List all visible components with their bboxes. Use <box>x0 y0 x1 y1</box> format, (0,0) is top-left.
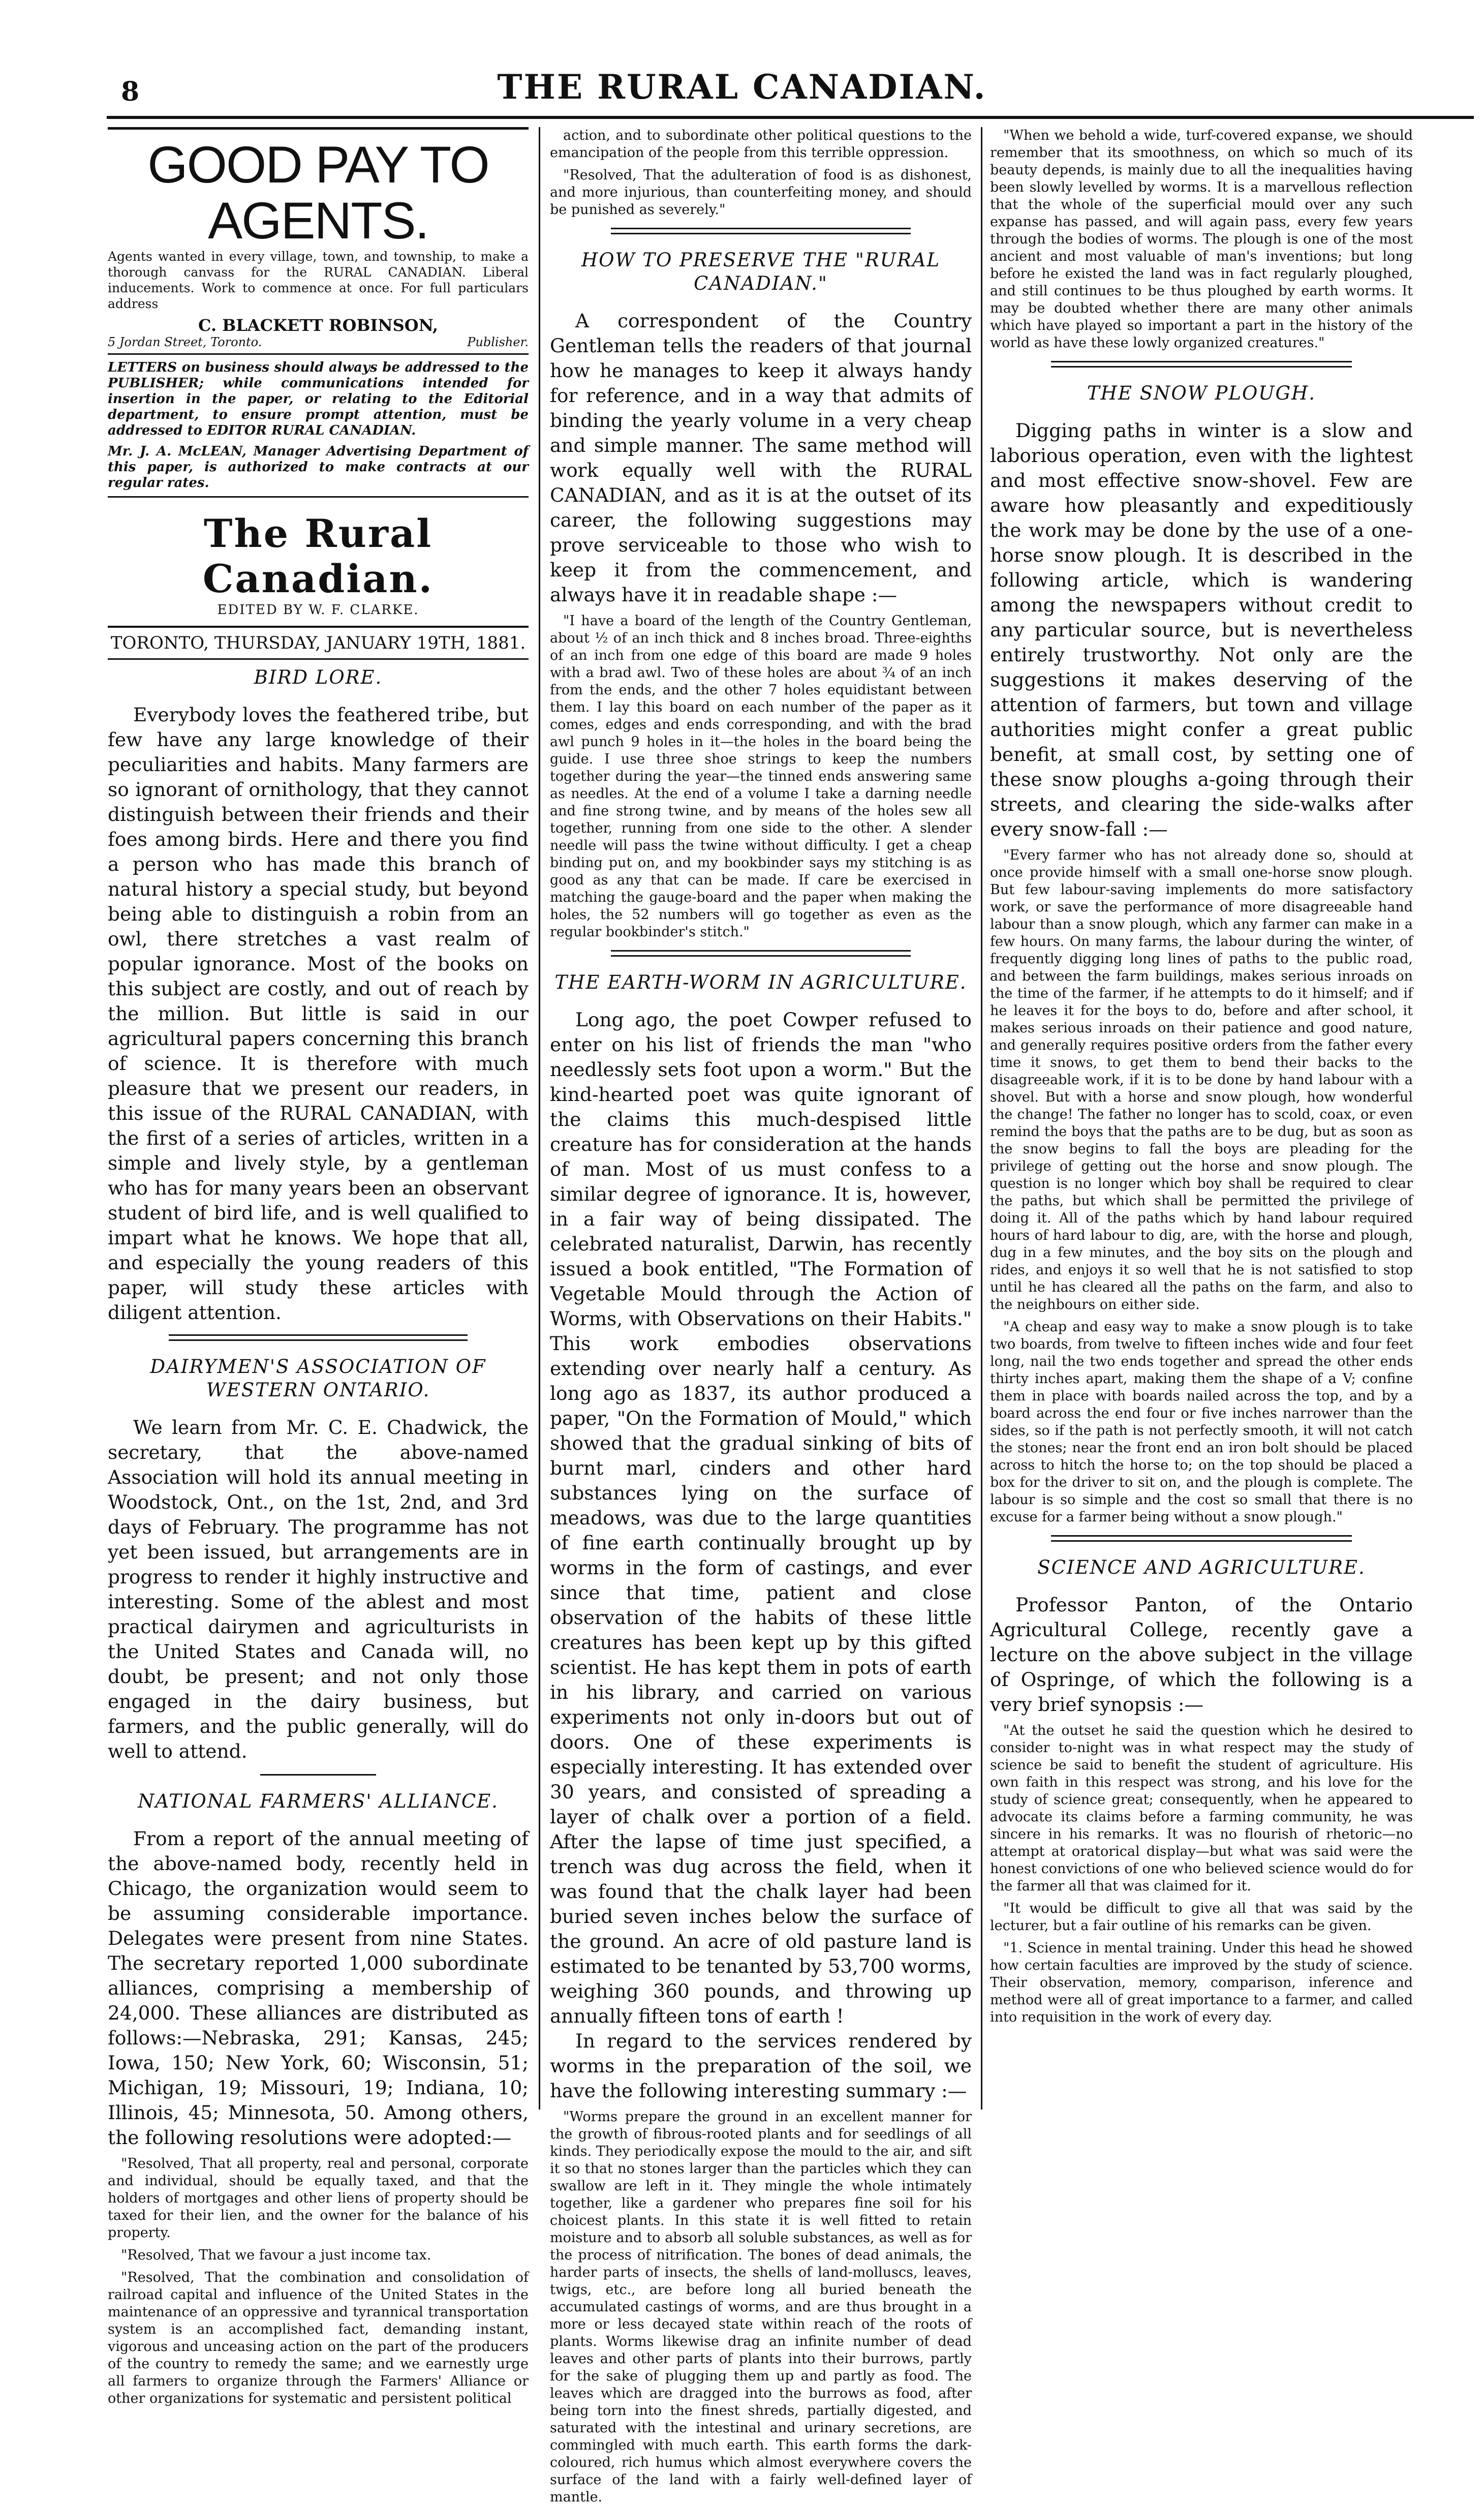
ad-body: Agents wanted in every village, town, and township, to make a thorough canvass for the RURAL CANADIAN. Liberal inducements. Work to commence at once. For full particulars address <box>108 249 529 311</box>
paper-title: The Rural Canadian. <box>202 511 434 601</box>
science-quote-3: "1. Science in mental training. Under this head he showed how certain faculties are improved by the study of science. Their observation, memory, comparison, inference and method were all of great importance to a farmer, and called into requisition in the work of every day. <box>990 1940 1413 2025</box>
top-rule <box>107 116 1474 119</box>
earthworm-heading: THE EARTH-WORM IN AGRICULTURE. <box>554 971 967 993</box>
preserve-heading: HOW TO PRESERVE THE "RURAL CANADIAN." <box>581 249 941 294</box>
earthworm-text: Long ago, the poet Cowper refused to enter on his list of friends the man "who needlessly sets foot upon a worm." But the kind-hearted poet was quite ignorant of the claims this much-despised little creature has for consideration at the hands of man. Most of us must confess to a similar degree of ignorance. It is, however, in a fair way of being dissipated. The celebrated naturalist, Darwin, has recently issued a book entitled, "The Formation of Vegetable Mould through the Action of Worms, with Observations on their Habits." This work embodies observations extending over nearly half a century. As long ago as 1837, its author produced a paper, "On the Formation of Mould," which showed that the gradual sinking of bits of burnt marl, cinders and other hard substances lying on the surface of meadows, was due to the large quantities of fine earth continually brought up by worms in the form of castings, and ever since that time, patient and close observation of the habits of these little creatures has been kept up by this gifted scientist. He has kept them in pots of earth in his library, and carried on various experiments not only in-doors but out of doors. One of these experiments is especially interesting. It has extended over 30 years, and consisted of spreading a layer of chalk over a portion of a field. After the lapse of time just specified, a trench was dug across the field, when it was found that the chalk layer had been buried seven inches below the surface of the ground. An acre of old pasture land is estimated to be tenanted by 53,700 worms, weighing 360 pounds, and throwing up annually fifteen tons of earth ! <box>550 1008 972 2027</box>
ad-headline: GOOD PAY TO AGENTS. <box>147 136 489 250</box>
section-divider <box>611 228 911 234</box>
page-number: 8 <box>121 76 140 107</box>
masthead: THE RURAL CANADIAN. <box>497 67 987 107</box>
dairymen-heading: DAIRYMEN'S ASSOCIATION OF WESTERN ONTARIO. <box>150 1356 486 1401</box>
snow-plough-quote-2: "A cheap and easy way to make a snow plough is to take two boards, from twelve to fifteen inches wide and four feet long, nail the two ends together and spread the other ends thirty inches apart, making them the shape of a V; confine them in place with boards nailed across the top, and by a board across the end four or five inches narrower than the sides, so if the path is not perfectly smooth, it will not catch the stones; near the front end an iron bolt should be placed across to hitch the horse to; on the top should be placed a box for the driver to sit on, and the plough is complete. The labour is so simple and the cost so small that there is no excuse for a farmer being without a snow plough." <box>990 1319 1413 1525</box>
alliance-resolution-4: "Resolved, That the adulteration of food is as dishonest, and more injurious, than counterfeiting money, and should be punished as severely." <box>550 167 972 218</box>
column-2 <box>550 127 972 2505</box>
alliance-resolution-3-cont: action, and to subordinate other political questions to the emancipation of the people from this terrible oppression. <box>550 128 972 161</box>
snow-plough-heading: THE SNOW PLOUGH. <box>1087 382 1316 404</box>
science-text: Professor Panton, of the Ontario Agricultural College, recently gave a lecture on the above subject in the village of Ospringe, of which the following is a very brief synopsis :— <box>990 1594 1413 1716</box>
snow-plough-quote: "Every farmer who has not already done so, should at once provide himself with a small one-horse snow plough. But few labour-saving implements do more satisfactory work, or save the performance of more disagreeable hand labour than a snow plough, which any farmer can make in a few hours. On many farms, the labour during the winter, of frequently digging long lines of paths to the public road, and between the farm buildings, makes serious inroads on the time of the farmer, if he attempts to do it himself; and if he leaves it for the boys to do, before and after school, it makes serious inroads on their patience and good nature, and generally requires positive orders from the father every time it snows, to get them to bend their backs to the disagreeable work, if it is to be done by hand labour with a shovel. But with a horse and snow plough, how wonderful the change! The father no longer has to scold, coax, or even remind the boys that the paths are to be dug, but as soon as the snow begins to fall the boys are pleading for the privilege of getting out the horse and snow plough. The question is no longer which boy shall be required to clear the paths, but which shall be permitted the privilege of doing it. All of the paths which by hand labour required hours of hard labour to dig, are, with the horse and plough, dug in a few minutes, and the boy sits on the plough and rides, and enjoys it so well that he is not satisfied to stop until he has cleared all the paths on the farm, and also to the neighbours on either side. <box>990 847 1413 1312</box>
column-rule <box>981 127 982 2110</box>
publisher-address: 5 Jordan Street, Toronto. <box>108 335 262 349</box>
advertising-notice: Mr. J. A. McLEAN, Manager Advertising Department of this paper, is authorized to make contracts at our regular rates. <box>108 444 529 491</box>
section-divider <box>1051 361 1352 368</box>
bird-lore-text: Everybody loves the feathered tribe, but few have any large knowledge of their peculiarities and habits. Many farmers are so ignorant of ornithology, that they cannot distinguish between their friends and their foes among birds. Here and there you find a person who has made this branch of natural history a special study, but beyond being able to distinguish a robin from an owl, there stretches a vast realm of popular ignorance. Most of the books on this subject are costly, and out of reach by the million. But little is said in our agricultural papers concerning this branch of science. It is therefore with much pleasure that we present our readers, in this issue of the RURAL CANADIAN, with the first of a series of articles, written in a simple and lively style, by a gentleman who has for many years been an observant student of bird life, and is well qualified to impart what he knows. We hope that all, and especially the young readers of this paper, will study these articles with diligent attention. <box>108 704 529 1324</box>
alliance-resolution-3: "Resolved, That the combination and consolidation of railroad capital and influence of the United States in the maintenance of an oppressive and tyrannical transportation system is an accomplished fact, demanding instant, vigorous and unceasing action on the part of the producers of the country to remedy the same; and we earnestly urge all farmers to organize through the Farmers' Alliance or other organizations for systematic and persistent political <box>108 2270 529 2406</box>
section-divider <box>1051 1535 1352 1542</box>
snow-plough-text: Digging paths in winter is a slow and laborious operation, even with the lightest and most effective snow-shovel. Few are aware how pleasantly and expeditiously the work may be done by the use of a one-horse snow plough. It is described in the following article, which is wandering among the newspapers without credit to any particular source, but is nevertheless entirely trustworthy. Not only are the suggestions it makes deserving of the attention of farmers, but town and village authorities might confer a great public benefit, at small cost, by setting one of these snow ploughs a-going through their streets, and clearing the side-walks after every snow-fall :— <box>990 419 1413 840</box>
science-quote-2: "It would be difficult to give all that was said by the lecturer, but a fair outline of his remarks can be given. <box>990 1901 1413 1934</box>
publisher-label: Publisher. <box>467 335 529 349</box>
publisher-name: C. BLACKETT ROBINSON, <box>198 316 438 335</box>
editor-line: EDITED BY W. F. CLARKE. <box>217 602 419 618</box>
earthworm-quote: "Worms prepare the ground in an excellent manner for the growth of fibrous-rooted plants and for seedlings of all kinds. They periodically expose the mould to the air, and sift it so that no stones larger than the particles which they can swallow are left in it. They mingle the whole intimately together, like a gardener who prepares fine soil for his choicest plants. In this state it is well fitted to retain moisture and to absorb all soluble substances, as well as for the process of nitrification. The bones of dead animals, the harder parts of insects, the shells of land-molluscs, leaves, twigs, etc., are before long all buried beneath the accumulated castings of worms, and are thus brought in a more or less decayed state within reach of the roots of plants. Worms likewise drag an infinite number of dead leaves and other parts of plants into their burrows, partly for the sake of plugging them up and partly as food. The leaves which are dragged into the burrows as food, after being torn into the finest shreds, partially digested, and saturated with the intestinal and urinary secretions, are commingled with much earth. This earth forms the dark-coloured, rich humus which almost everywhere covers the surface of the land with a fairly well-defined layer of mantle. <box>550 2109 972 2505</box>
preserve-text: A correspondent of the Country Gentleman tells the readers of that journal how he manages to keep it always handy for reference, and in a way that admits of binding the yearly volume in a very cheap and simple manner. The same method will work equally well with the RURAL CANADIAN, and as it is at the outset of its career, the following suggestions may prove serviceable to those who wish to keep it from the commencement, and always have it in readable shape :— <box>550 310 972 606</box>
letters-notice: LETTERS on business should always be addressed to the PUBLISHER; while communications intended for insertion in the paper, or relating to the Editorial department, to ensure prompt attention, must be addressed to EDITOR RURAL CANADIAN. <box>108 360 529 438</box>
earthworm-text-2: In regard to the services rendered by worms in the preparation of the soil, we have the following interesting summary :— <box>550 2030 972 2102</box>
section-divider <box>169 1334 468 1341</box>
agents-ad <box>108 127 529 498</box>
dateline: TORONTO, THURSDAY, JANUARY 19TH, 1881. <box>108 626 529 660</box>
section-divider <box>611 950 911 957</box>
dairymen-text: We learn from Mr. C. E. Chadwick, the secretary, that the above-named Association will hold its annual meeting in Woodstock, Ont., on the 1st, 2nd, and 3rd days of February. The programme has not yet been issued, but arrangements are in progress to render it highly instructive and interesting. Some of the ablest and most practical dairymen and agriculturists in the United States and Canada will, no doubt, be present; and not only those engaged in the dairy business, but farmers, and the public generally, will do well to attend. <box>108 1416 529 1762</box>
earthworm-quote-2: "When we behold a wide, turf-covered expanse, we should remember that its smoothness, on which so much of its beauty depends, is mainly due to all the inequalities having been slowly levelled by worms. It is a marvellous reflection that the whole of the superficial mould over any such expanse has passed, and will again pass, every few years through the bodies of worms. The plough is one of the most ancient and most valuable of man's inventions; but long before he existed the land was in fact regularly ploughed, and still continues to be thus ploughed by earth worms. It may be doubted whether there are many other animals which have played so important a part in the history of the world as have these lowly organized creatures." <box>990 128 1413 351</box>
alliance-resolution-2: "Resolved, That we favour a just income tax. <box>121 2247 431 2263</box>
publisher-row <box>108 335 529 349</box>
alliance-heading: NATIONAL FARMERS' ALLIANCE. <box>138 1790 499 1812</box>
bird-lore-heading: BIRD LORE. <box>254 666 383 688</box>
alliance-text: From a report of the annual meeting of the above-named body, recently held in Chicago, the organization would seem to be assuming considerable importance. Delegates were present from nine States. The secretary reported 1,000 subordinate alliances, comprising a membership of 24,000. These alliances are distributed as follows:—Nebraska, 291; Kansas, 245; Iowa, 150; New York, 60; Wisconsin, 51; Michigan, 19; Missouri, 19; Indiana, 10; Illinois, 45; Minnesota, 50. Among others, the following resolutions were adopted:— <box>108 1827 529 2149</box>
alliance-resolution-1: "Resolved, That all property, real and personal, corporate and individual, should be equally taxed, and that the holders of mortgages and other liens of property should be taxed for their lien, and the owner for the balance of his property. <box>108 2156 529 2241</box>
science-heading: SCIENCE AND AGRICULTURE. <box>1037 1556 1366 1578</box>
column-3 <box>990 127 1413 2110</box>
divider <box>108 353 529 355</box>
column-rule <box>539 127 540 2110</box>
science-quote: "At the outset he said the question which he desired to consider to-night was in what respect may the study of science be said to benefit the student of agriculture. His own faith in this respect was strong, and his love for the study of science great; consequently, when he appeared to advocate its claims before a farming community, he was sincere in his remarks. It was no flourish of rhetoric—no attempt at oratorical display—but what was said were the honest convictions of one who believed science would do for the farmer all that was claimed for it. <box>990 1723 1413 1894</box>
preserve-quote: "I have a board of the length of the Country Gentleman, about ½ of an inch thick and 8 inches broad. Three-eighths of an inch from one edge of this board are made 9 holes with a brad awl. Two of these holes are about ¾ of an inch from the ends, and the other 7 holes equidistant between them. I lay this board on each number of the paper as it comes, edges and ends corresponding, and with the brad awl punch 9 holes in it—the holes in the board being the guide. I use three shoe strings to keep the numbers together during the year—the tinned ends answering same as needles. At the end of a volume I take a darning needle and fine strong twine, and by means of the holes sew all together, running from one side to the other. A slender needle will pass the twine without difficulty. I get a cheap binding put on, and my bookbinder says my stitching is as good as any that can be made. If care be exercised in matching the gauge-board and the paper when making the holes, the 52 numbers will go together as even as the regular bookbinder's stitch." <box>550 613 972 940</box>
section-divider <box>260 1774 376 1776</box>
column-1 <box>108 127 529 2406</box>
